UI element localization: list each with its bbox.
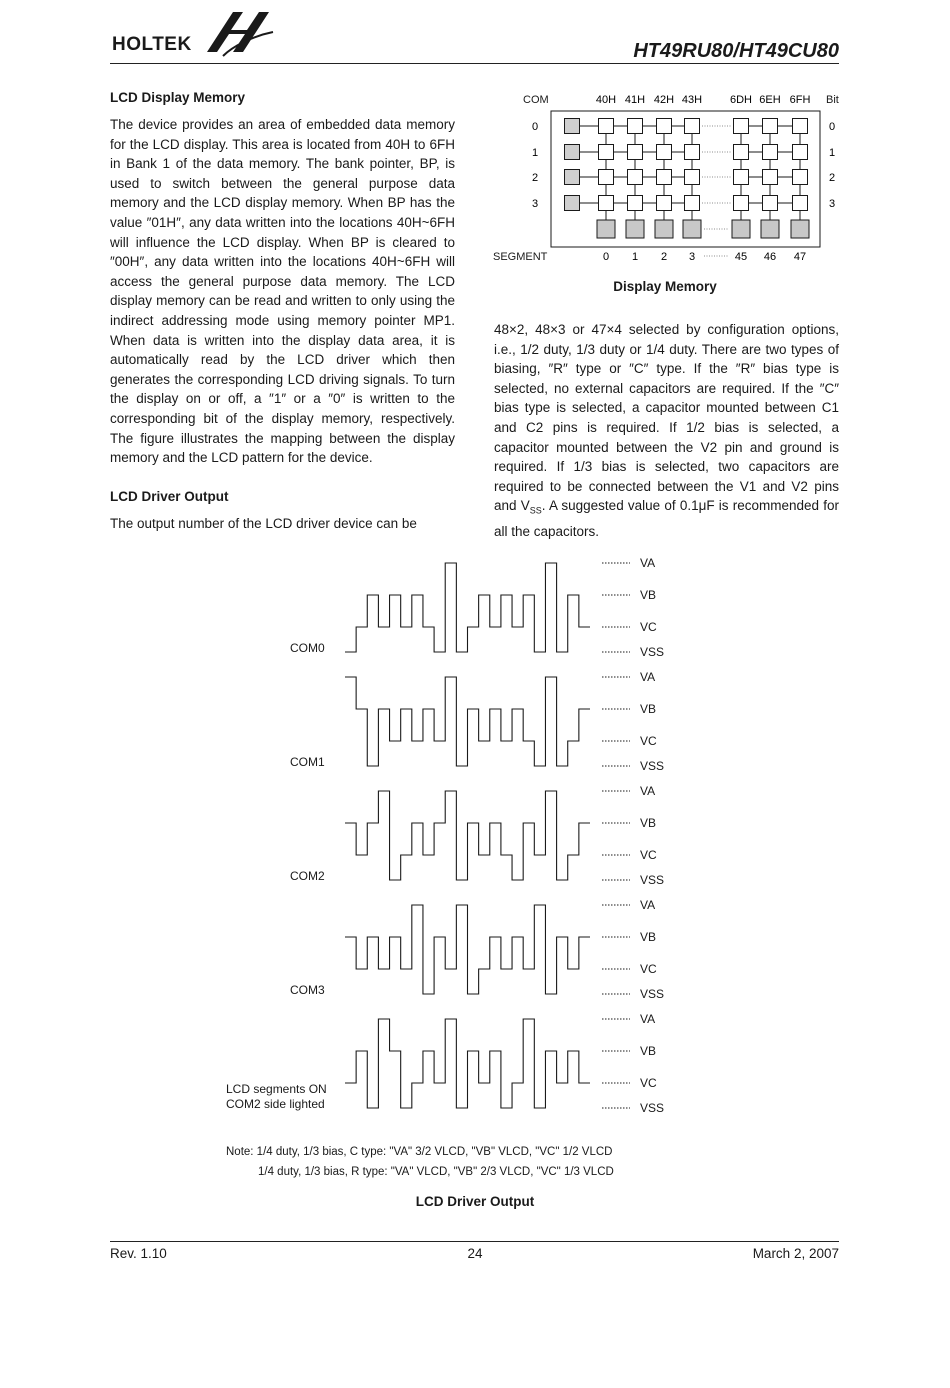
level-label: VB xyxy=(640,702,657,716)
level-label: VSS xyxy=(640,759,665,773)
document-title: HT49RU80/HT49CU80 xyxy=(633,40,839,62)
dm-bit-cell xyxy=(763,196,778,211)
com-signal-label: COM0 xyxy=(290,641,325,655)
dm-segment-pad xyxy=(626,220,644,238)
note-line-c-type: Note: 1/4 duty, 1/3 bias, C type: "VA" 3/2 VLCD, "VB" VLCD, "VC" 1/2 VLCD xyxy=(226,1146,613,1158)
waveform-trace xyxy=(345,905,590,994)
lcd-driver-output-text: The output number of the LCD driver device can be xyxy=(110,516,417,531)
level-label: VSS xyxy=(640,645,665,659)
lcd-display-memory-text: The device provides an area of embedded data memory for the LCD display. This area is located from 40H to 6FH in Bank 1 of the data memory. The bank pointer, BP, is used to switch between the general purpose data memory and the LCD display memory. When BP has the value ″01H″, any data written into the locations 40H~6FH will influence the LCD display. When BP is cleared to ″00H″, any data written into the locations 40H~6FH will access the general purpose data memory. The LCD display memory can be read and written to only using the indirect addressing mode using memory pointer MP1. When data is written into the display data area, it is automatically read by the LCD driver which then generates the corresponding LCD driving signals. To turn the display on or off, a ″1″ or a ″0″ is written to the corresponding bit of the display memory, respectively. The figure illustrates the mapping between the display memory and the LCD pattern for the device. xyxy=(110,117,455,466)
dm-bit-cell xyxy=(657,196,672,211)
dm-bit-cell xyxy=(657,170,672,185)
com-signal-label: COM3 xyxy=(290,983,325,997)
dm-address-label: 43H xyxy=(681,94,703,106)
level-label: VC xyxy=(640,734,657,748)
dm-segment-pad xyxy=(683,220,701,238)
dm-address-label: 42H xyxy=(653,94,675,106)
dm-com-cell xyxy=(565,119,580,134)
dm-bit-cell xyxy=(734,145,749,160)
dm-bit-cell xyxy=(793,196,808,211)
dm-row-label-left: 0 xyxy=(531,121,539,133)
dm-segment-number: 2 xyxy=(660,251,668,263)
lcd-driver-waveforms xyxy=(0,550,950,1150)
dm-segment-pad xyxy=(655,220,673,238)
dm-bit-cell xyxy=(685,170,700,185)
dm-row-label-left: 3 xyxy=(531,198,539,210)
section-heading-lcd-display-memory: LCD Display Memory xyxy=(110,90,246,105)
level-label: VA xyxy=(640,898,656,912)
dm-row-label-right: 0 xyxy=(828,121,836,133)
holtek-logo-icon xyxy=(203,6,275,58)
biasing-text-part1: 48×2, 48×3 or 47×4 selected by configuration options, i.e., 1/2 duty, 1/3 duty or 1/4 duty. There are two types of biasing, ″R″ type or ″C″ type. If the ″R″ bias type is selected, no external capacitors are required. If the ″C″ bias type is selected, a capacitor mounted between C1 and C2 pins is required. If 1/2 bias is selected, a capacitor mounted between the V2 pin and ground is required. If 1/3 bias is selected, two capacitors are required to be connected between the V1 and V2 pins and xyxy=(494,322,839,514)
dm-address-label: 40H xyxy=(595,94,617,106)
lcd-display-memory-paragraph xyxy=(110,115,455,468)
level-label: VB xyxy=(640,816,657,830)
dm-address-label: 6DH xyxy=(729,94,753,106)
dm-bit-cell xyxy=(628,170,643,185)
dm-bit-cell xyxy=(793,119,808,134)
waveform-trace xyxy=(345,677,590,766)
display-memory-diagram xyxy=(480,80,850,310)
biasing-paragraph xyxy=(494,320,839,541)
dm-address-label: 6EH xyxy=(759,94,781,106)
com-signal-label: COM1 xyxy=(290,755,325,769)
dm-bit-cell xyxy=(685,119,700,134)
dm-bit-cell xyxy=(763,119,778,134)
dm-bit-cell xyxy=(599,119,614,134)
dm-bit-cell xyxy=(628,145,643,160)
waveform-trace xyxy=(345,563,590,652)
dm-row-label-right: 3 xyxy=(828,198,836,210)
level-label: VA xyxy=(640,670,656,684)
dm-com-label: COM xyxy=(523,94,549,106)
dm-row-label-left: 1 xyxy=(531,147,539,159)
level-label: VC xyxy=(640,848,657,862)
level-label: VSS xyxy=(640,873,665,887)
dm-bit-cell xyxy=(734,170,749,185)
level-label: VA xyxy=(640,556,656,570)
dm-bit-cell xyxy=(793,170,808,185)
level-label: VC xyxy=(640,1076,657,1090)
dm-bit-cell xyxy=(763,170,778,185)
dm-bit-cell xyxy=(628,196,643,211)
dm-bit-cell xyxy=(599,145,614,160)
dm-row-label-left: 2 xyxy=(531,172,539,184)
header-rule xyxy=(110,63,839,64)
vss-symbol: $V_{SS}$ xyxy=(520,498,542,517)
lcd-driver-output-caption: LCD Driver Output xyxy=(415,1194,535,1209)
dm-bit-cell xyxy=(763,145,778,160)
dm-address-label: 41H xyxy=(624,94,646,106)
dm-segment-pad xyxy=(732,220,750,238)
com-signal-label: COM2 xyxy=(290,869,325,883)
level-label: VSS xyxy=(640,987,665,1001)
dm-segment-number: 1 xyxy=(631,251,639,263)
dm-com-cell xyxy=(565,145,580,160)
dm-bit-cell xyxy=(657,145,672,160)
dm-row-label-right: 2 xyxy=(828,172,836,184)
note-line-r-type: 1/4 duty, 1/3 bias, R type: "VA" VLCD, "VB" 2/3 VLCD, "VC" 1/3 VLCD xyxy=(258,1166,614,1178)
waveform-trace xyxy=(345,791,590,880)
dm-bit-cell xyxy=(793,145,808,160)
dm-segment-number: 0 xyxy=(602,251,610,263)
level-label: VB xyxy=(640,1044,657,1058)
dm-segment-number: 47 xyxy=(793,251,807,263)
holtek-logo-text: HOLTEK xyxy=(112,34,192,55)
dm-bit-cell xyxy=(685,196,700,211)
dm-bit-cell xyxy=(734,119,749,134)
dm-segment-number: 3 xyxy=(688,251,696,263)
footer-revision: Rev. 1.10 xyxy=(110,1246,167,1261)
level-label: VC xyxy=(640,620,657,634)
dm-bit-cell xyxy=(628,119,643,134)
dm-bit-label: Bit xyxy=(826,94,839,106)
footer-page-number: 24 xyxy=(467,1246,483,1261)
level-label: VB xyxy=(640,930,657,944)
dm-row-label-right: 1 xyxy=(828,147,836,159)
dm-com-cell xyxy=(565,196,580,211)
segment-on-label-line1: LCD segments ON xyxy=(226,1082,327,1096)
level-label: VA xyxy=(640,784,656,798)
dm-bit-cell xyxy=(657,119,672,134)
level-label: VC xyxy=(640,962,657,976)
footer-rule xyxy=(110,1241,839,1242)
dm-segment-label: SEGMENT xyxy=(493,251,548,263)
dm-segment-number: 45 xyxy=(734,251,748,263)
dm-bit-cell xyxy=(599,196,614,211)
dm-segment-pad xyxy=(791,220,809,238)
dm-com-cell xyxy=(565,170,580,185)
dm-bit-cell xyxy=(599,170,614,185)
segment-on-label-line2: COM2 side lighted xyxy=(226,1097,325,1111)
level-label: VSS xyxy=(640,1101,665,1115)
level-label: VA xyxy=(640,1012,656,1026)
dm-segment-number: 46 xyxy=(763,251,777,263)
dm-bit-cell xyxy=(734,196,749,211)
display-memory-caption: Display Memory xyxy=(613,279,717,294)
biasing-text-part2: . A suggested value of 0.1μF is recommended for all the capacitors. xyxy=(494,498,839,539)
dm-segment-pad xyxy=(761,220,779,238)
level-label: VB xyxy=(640,588,657,602)
dm-address-label: 6FH xyxy=(789,94,811,106)
lcd-driver-output-paragraph xyxy=(110,514,455,534)
footer-date: March 2, 2007 xyxy=(752,1246,839,1261)
waveform-trace xyxy=(345,1019,590,1108)
section-heading-lcd-driver-output: LCD Driver Output xyxy=(110,489,229,504)
dm-bit-cell xyxy=(685,145,700,160)
dm-segment-pad xyxy=(597,220,615,238)
